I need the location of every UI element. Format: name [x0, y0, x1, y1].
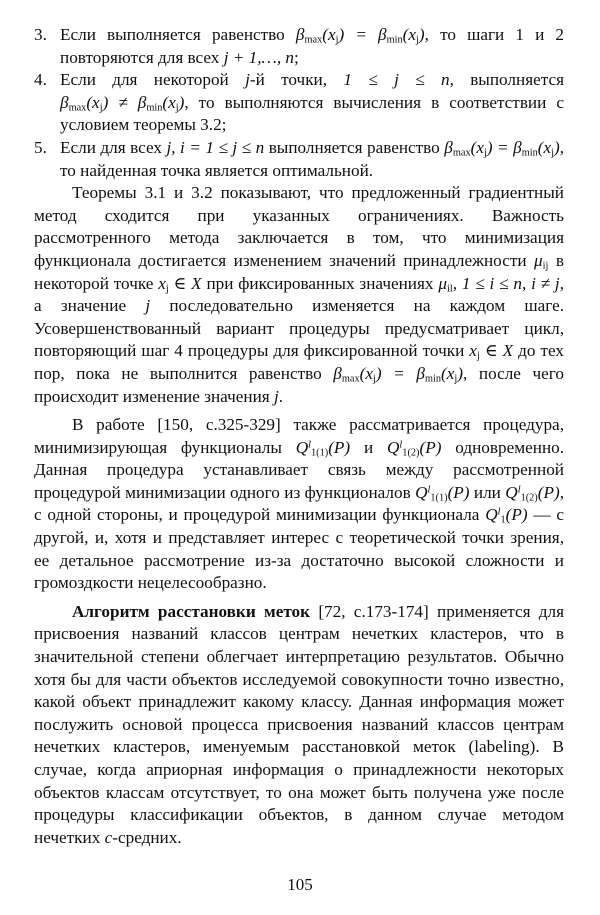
list-item-text: Если для некоторой j-й точки, 1 ≤ j ≤ n, выполняется $\beta_{max}(x_j) \ne \beta_{min}(x_j)$, то выполняются вычисления в соответствии с условием теоремы 3.2;	[60, 70, 564, 135]
paragraph: В работе [150, с.325-329] также рассматривается процедура, минимизирующая функционалы $Q^l_{1(1)}(P)$ и $Q^l_{1(2)}(P)$ одновременно. Данная процедура устанавливает связь между рассмотренной процедурой минимизации одного из функционалов $Q^l_{1(1)}(P)$ или $Q^l_{1(2)}(P)$, с одной стороны, и процедурой минимизации функционала $Q^l_1(P)$ — с другой, и, хотя и представляет интерес с теоретической точки зрения, ее детальное рассмотрение из-за достаточно высокой сложности и громоздкости нецелесообразно.	[34, 415, 565, 593]
equation: j	[273, 386, 279, 406]
equation: $\mu_{il}$, 1 ≤ i ≤ n, i ≠ j	[438, 273, 560, 295]
equation: j	[145, 296, 151, 316]
equation: $Q^l_{1(1)}(P)$	[295, 437, 351, 459]
list-item-number: 4.	[34, 70, 47, 90]
list-item-text: Если выполняется равенство $\beta_{max}(x_j) = \beta_{min}(x_j)$, то шаги 1 и 2 повторяются для всех j + 1,…, n;	[60, 25, 564, 67]
equation: $\beta_{max}(x_j) \ne \beta_{min}(x_j)$	[60, 92, 185, 114]
equation: $\beta_{max}(x_j) = \beta_{min}(x_j)$	[333, 363, 463, 385]
page-number: 105	[287, 875, 313, 894]
equation: $\mu_{ij}$	[534, 250, 549, 272]
equation: $\beta_{max}(x_j) = \beta_{min}(x_j)$	[444, 137, 560, 159]
equation: j + 1,…, n	[223, 47, 295, 67]
equation: $Q^l_1(P)$	[485, 505, 528, 527]
section-heading: Алгоритм расстановки меток	[72, 601, 311, 621]
list-item-number: 5.	[34, 137, 47, 157]
equation: j	[245, 70, 250, 90]
equation: $\beta_{max}(x_j) = \beta_{min}(x_j)$	[295, 25, 425, 46]
equation: $Q^l_{1(2)}(P)$	[505, 482, 560, 504]
equation: $Q^l_{1(1)}(P)$	[415, 482, 470, 504]
list-item-number: 3.	[34, 25, 47, 44]
paragraph: Алгоритм расстановки меток [72, с.173-174] применяется для присвоения названий классов центрам нечетких кластеров, что в значительной степени облегчает интерпретацию результатов. Обычно хотя бы для части объектов исследуемой совокупности точно известно, какой объект принадлежит какому классу. Данная информация может послужить основой процесса присвоения названий классов центрам нечетких кластеров, именуемым расстановкой меток (labeling). В случае, когда априорная информация о принадлежности некоторых объектов классам отсутствует, то она может быть получена уже после процедуры классификации объектов, в данном случае методом нечетких c-средних.	[34, 601, 565, 847]
equation: $Q^l_{1(2)}(P)$	[387, 437, 442, 459]
paragraph: Теоремы 3.1 и 3.2 показывают, что предложенный градиентный метод сходится при указанных ограничениях. Важность рассмотренного метода заключается в том, что минимизация функционала достигается изменением значений принадлежности $\mu_{ij}$ в некоторой точке $x_j$ ∈ X при фиксированных значениях $\mu_{il}$, 1 ≤ i ≤ n, i ≠ j, а значение j последовательно изменяется на каждом шаге. Усовершенствованный вариант процедуры предусматривает цикл, повторяющий шаг 4 процедуры для фиксированной точки $x_j$ ∈ X до тех пор, пока не выполнится равенство $\beta_{max}(x_j) = \beta_{min}(x_j)$, после чего происходит изменение значения j.	[34, 183, 565, 406]
equation: c	[104, 827, 113, 847]
list-item	[34, 69, 564, 137]
equation: $x_j$ ∈ X	[469, 341, 514, 362]
equation: j, i = 1 ≤ j ≤ n	[166, 137, 265, 157]
equation: $x_j$ ∈ X	[158, 273, 202, 295]
list-item	[34, 137, 564, 182]
equation: 1 ≤ j ≤ n	[343, 70, 450, 90]
list-item	[34, 24, 564, 69]
list-item-text: Если для всех j, i = 1 ≤ j ≤ n выполняется равенство $\beta_{max}(x_j) = \beta_{min}(x_j)$, то найденная точка является оптимальной.	[60, 137, 565, 180]
